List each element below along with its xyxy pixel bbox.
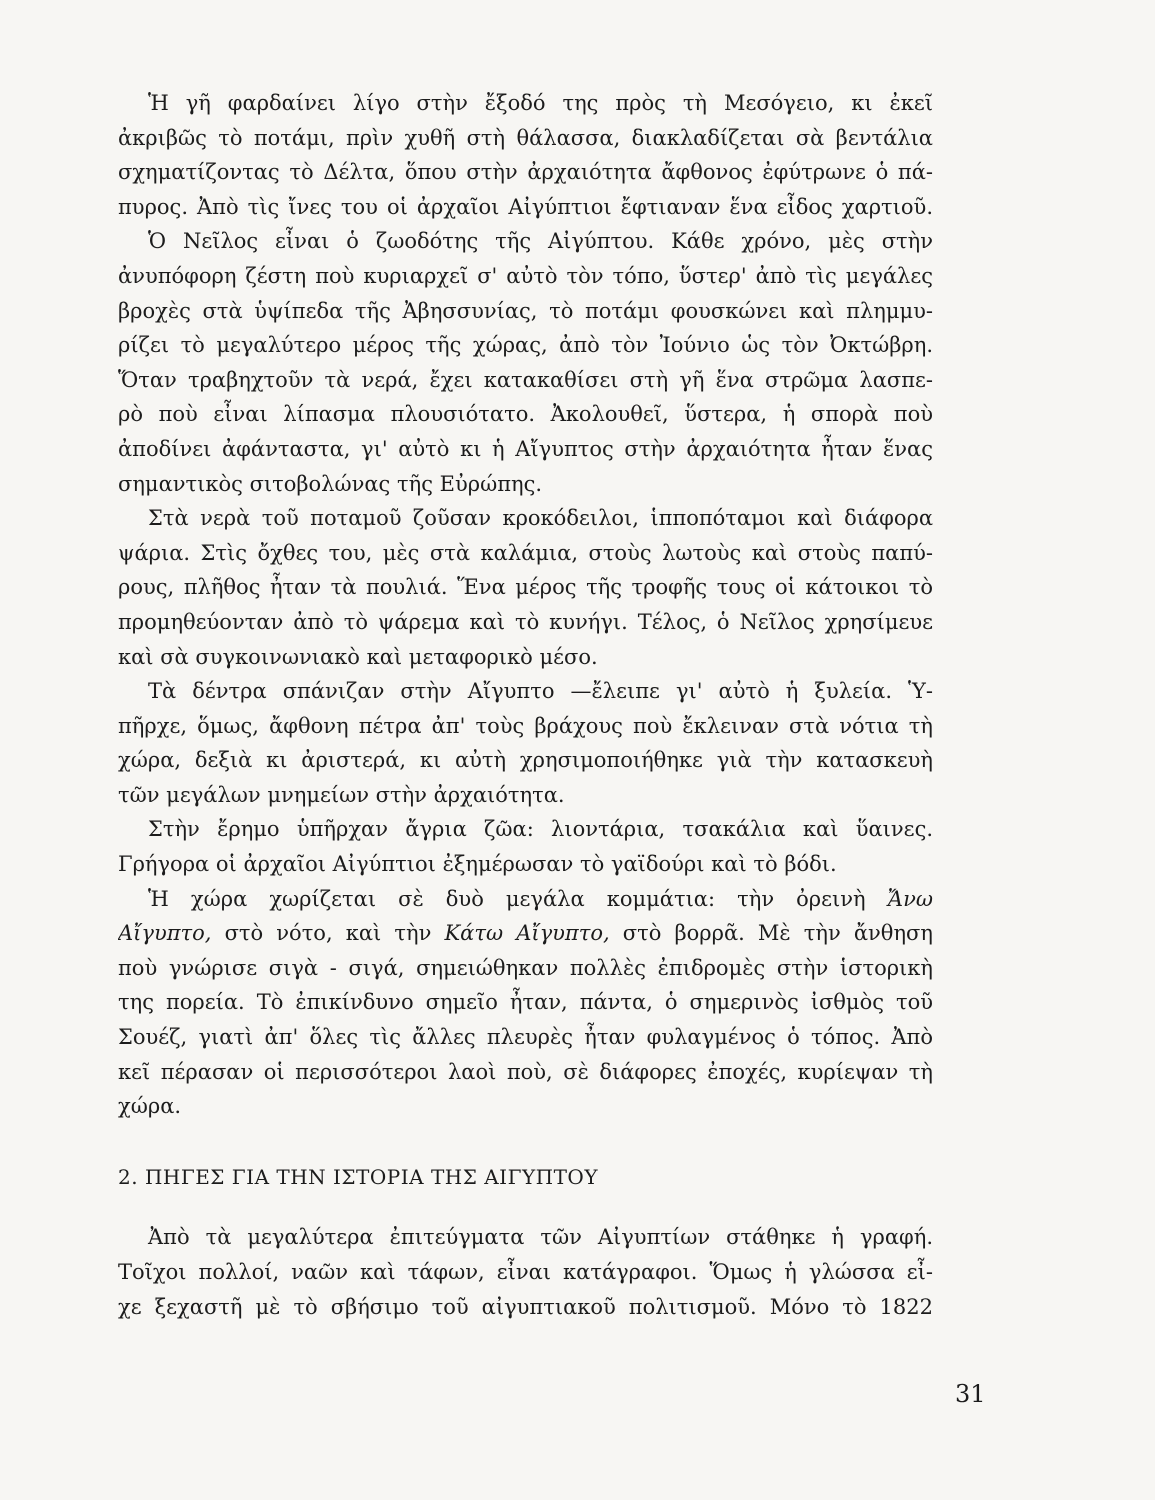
text-line: Ὅταν τραβηχτοῦν τὰ νερά, ἔχει κατακαθίσει στὴ γῆ ἕνα στρῶμα λασπε- [118,367,933,392]
text-line: ρὸ ποὺ εἶναι λίπασμα πλουσιότατο. Ἀκολουθεῖ, ὕστερα, ἡ σπορὰ ποὺ [118,402,933,427]
text-line: πῆρχε, ὅμως, ἄφθονη πέτρα ἀπ' τοὺς βράχους ποὺ ἔκλειναν στὰ νότια τὴ [118,713,933,738]
text-line: κεῖ πέρασαν οἱ περισσότεροι λαοὶ ποὺ, σὲ διάφορες ἐποχές, κυρίεψαν τὴ [118,1059,933,1084]
text-line: σημαντικὸς σιτοβολώνας τῆς Εὐρώπης. [118,471,543,496]
text-line: ἀποδίνει ἀφάνταστα, γι' αὐτὸ κι ἡ Αἴγυπτος στὴν ἀρχαιότητα ἦταν ἕνας [118,436,933,461]
text-line: ρίζει τὸ μεγαλύτερο μέρος τῆς χώρας, ἀπὸ τὸν Ἰούνιο ὡς τὸν Ὀκτώβρη. [118,333,933,358]
text-segment: Ἡ χώρα χωρίζεται σὲ δυὸ μεγάλα κομμάτια: τὴν ὀρεινὴ [148,886,866,911]
page-body [118,86,933,1324]
page-number: 31 [955,1380,986,1408]
text-line: ψάρια. Στὶς ὄχθες του, μὲς στὰ καλάμια, στοὺς λωτοὺς καὶ στοὺς παπύ- [118,540,933,565]
text-segment: στὸ βορρᾶ. Μὲ τὴν ἄνθηση [622,921,933,946]
text-line: Σουέζ, γιατὶ ἀπ' ὅλες τὶς ἄλλες πλευρὲς ἦταν φυλαγμένος ὁ τόπος. Ἀπὸ [118,1025,933,1050]
text-line: τῶν μεγάλων μνημείων στὴν ἀρχαιότητα. [118,782,565,807]
text-line [118,882,933,917]
section-heading: 2. ΠΗΓΕΣ ΓΙΑ ΤΗΝ ΙΣΤΟΡΙΑ ΤΗΣ ΑΙΓΥΠΤΟΥ [118,1164,599,1189]
text-line: βροχὲς στὰ ὑψίπεδα τῆς Ἀβησσυνίας, τὸ ποτάμι φουσκώνει καὶ πλημμυ- [118,298,933,323]
text-line: καὶ σὰ συγκοινωνιακὸ καὶ μεταφορικὸ μέσο. [118,644,598,669]
italic-term: Ἄνω [887,886,933,911]
paragraph-7 [118,1220,933,1324]
text-line: Στὴν ἔρημο ὑπῆρχαν ἄγρια ζῶα: λιοντάρια, τσακάλια καὶ ὕαινες. [148,817,933,842]
text-line: ἀνυπόφορη ζέστη ποὺ κυριαρχεῖ σ' αὐτὸ τὸν τόπο, ὕστερ' ἀπὸ τὶς μεγάλες [118,263,933,288]
text-line: Ἡ γῆ φαρδαίνει λίγο στὴν ἔξοδό της πρὸς τὴ Μεσόγειο, κι ἐκεῖ [148,91,933,115]
text-line: ρους, πλῆθος ἦταν τὰ πουλιά. Ἕνα μέρος τῆς τροφῆς τους οἱ κάτοικοι τὸ [118,575,933,600]
text-line [118,916,933,951]
paragraph-6 [118,882,933,1124]
text-line: πυρος. Ἀπὸ τὶς ἴνες του οἱ ἀρχαῖοι Αἰγύπτιοι ἔφτιαναν ἕνα εἶδος χαρτιοῦ. [118,194,933,219]
paragraph-5 [118,812,933,881]
paragraph-3 [118,501,933,674]
paragraph-2 [118,224,933,501]
text-segment: στὸ νότο, καὶ τὴν [224,921,432,946]
paragraph-4 [118,674,933,812]
text-line: ποὺ γνώρισε σιγὰ - σιγά, σημειώθηκαν πολλὲς ἐπιδρομὲς στὴν ἱστορικὴ [118,955,933,980]
text-line: σχηματίζοντας τὸ Δέλτα, ὅπου στὴν ἀρχαιότητα ἄφθονος ἐφύτρωνε ὁ πά- [118,160,933,185]
text-line: Τοῖχοι πολλοί, ναῶν καὶ τάφων, εἶναι κατάγραφοι. Ὅμως ἡ γλώσσα εἶ- [118,1260,933,1284]
italic-term: Αἴγυπτο, [118,921,212,946]
text-line: χώρα. [118,1094,182,1119]
text-line: Γρήγορα οἱ ἀρχαῖοι Αἰγύπτιοι ἐξημέρωσαν τὸ γαϊδούρι καὶ τὸ βόδι. [118,852,837,877]
text-line: Ὁ Νεῖλος εἶναι ὁ ζωοδότης τῆς Αἰγύπτου. Κάθε χρόνο, μὲς στὴν [148,229,933,254]
text-line: Στὰ νερὰ τοῦ ποταμοῦ ζοῦσαν κροκόδειλοι, ἱπποπόταμοι καὶ διάφορα [148,506,933,531]
text-line: Ἀπὸ τὰ μεγαλύτερα ἐπιτεύγματα τῶν Αἰγυπτίων στάθηκε ἡ γραφή. [148,1225,933,1250]
text-line: ἀκριβῶς τὸ ποτάμι, πρὶν χυθῆ στὴ θάλασσα, διακλαδίζεται σὰ βεντάλια [118,125,933,150]
text-line: χώρα, δεξιὰ κι ἀριστερά, κι αὐτὴ χρησιμοποιήθηκε γιὰ τὴν κατασκευὴ [118,748,933,773]
italic-term: Κάτω Αἴγυπτο, [444,921,610,946]
text-line: προμηθεύονταν ἀπὸ τὸ ψάρεμα καὶ τὸ κυνήγι. Τέλος, ὁ Νεῖλος χρησίμευε [118,609,933,634]
paragraph-1 [118,86,933,224]
text-line: χε ξεχαστῆ μὲ τὸ σβήσιμο τοῦ αἰγυπτιακοῦ πολιτισμοῦ. Μόνο τὸ 1822 [118,1294,933,1319]
text-line: Τὰ δέντρα σπάνιζαν στὴν Αἴγυπτο —ἔλειπε γι' αὐτὸ ἡ ξυλεία. Ὑ- [148,679,933,704]
text-line: της πορεία. Τὸ ἐπικίνδυνο σημεῖο ἦταν, πάντα, ὁ σημερινὸς ἰσθμὸς τοῦ [118,990,933,1015]
